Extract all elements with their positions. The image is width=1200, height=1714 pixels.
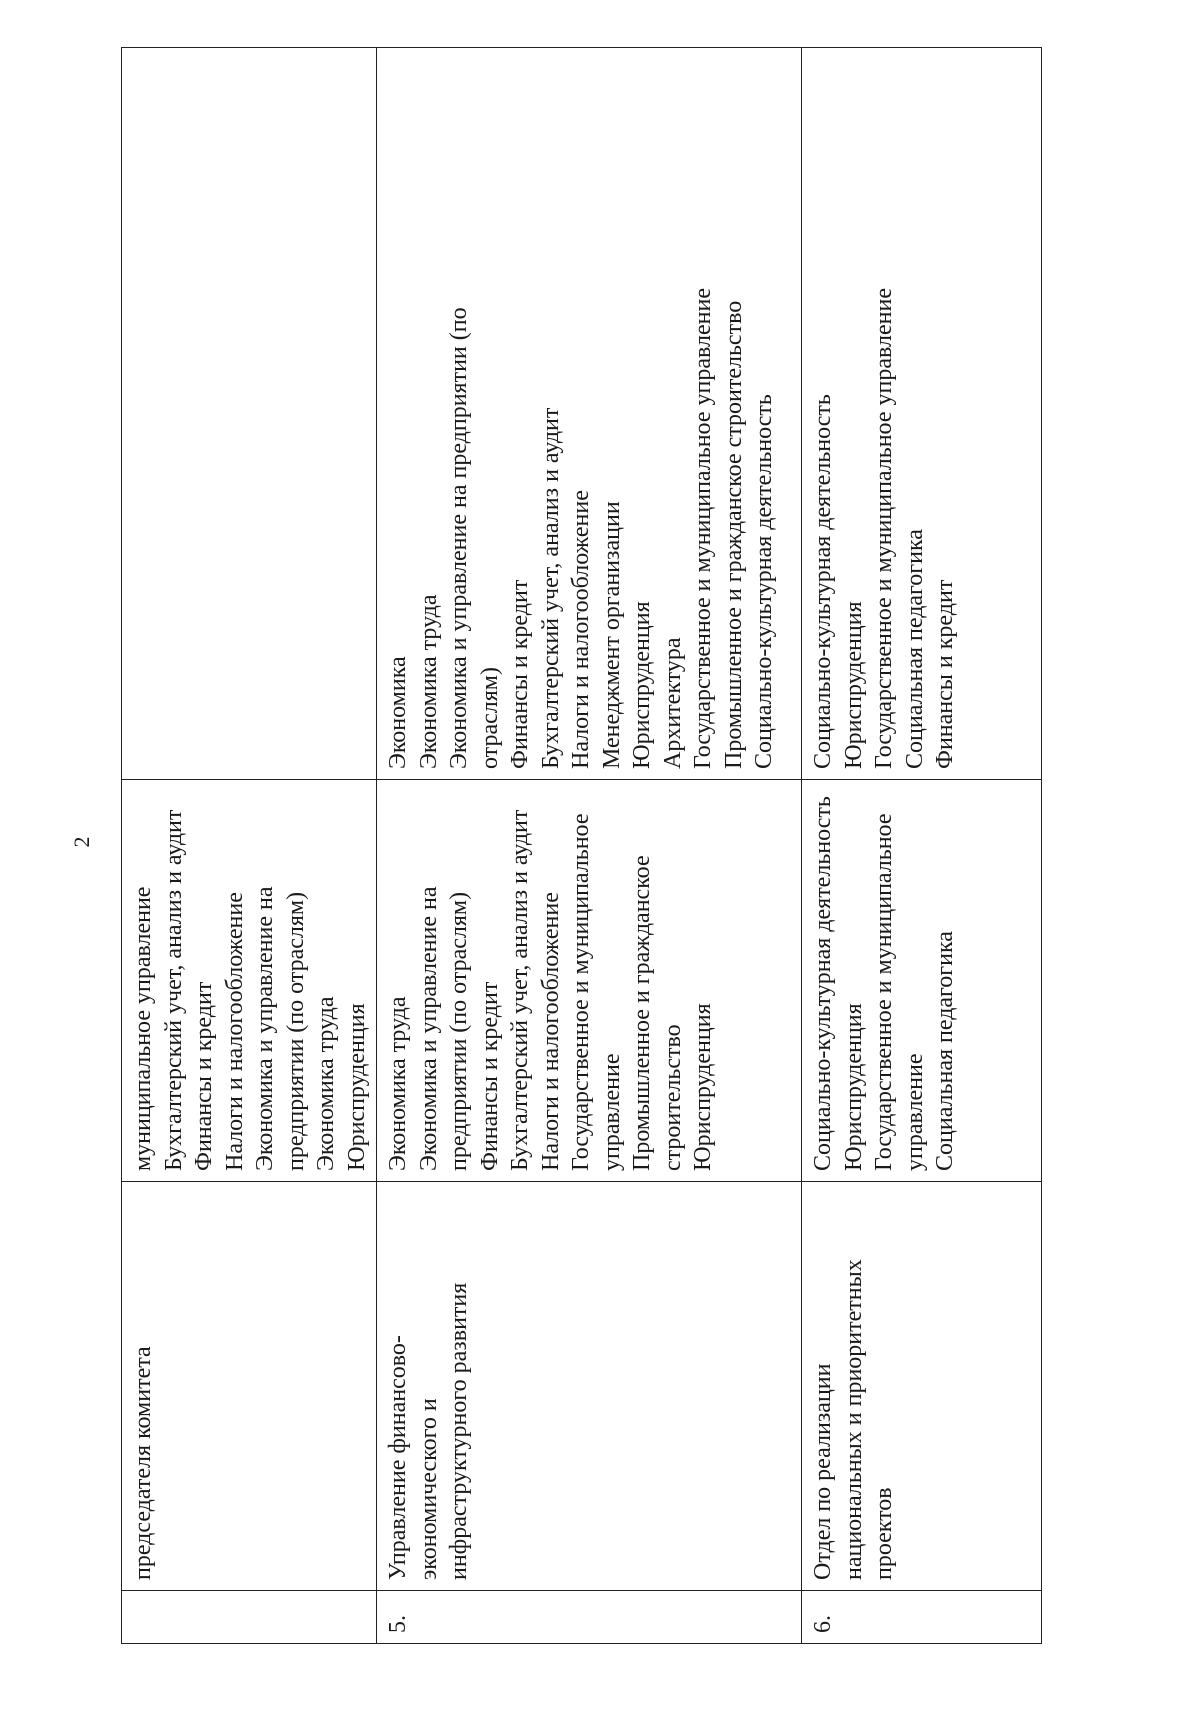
specialty-line: Государственное и муниципальное управление <box>871 288 897 769</box>
specialty-line: Социально-культурная деятельность <box>810 796 836 1171</box>
page-number: 2 <box>69 836 94 848</box>
specialties-cell-secondary <box>377 48 802 780</box>
row-number <box>122 1591 377 1644</box>
specialties-cell-secondary <box>802 48 1042 780</box>
specialty-line: Экономика труда <box>385 996 411 1171</box>
qualification-table <box>121 47 1042 1644</box>
specialty-line: Менеджмент организации <box>598 501 625 769</box>
unit-name-line: инфраструктурного развития <box>446 1282 472 1580</box>
specialty-line: управление <box>901 1053 928 1171</box>
specialty-line: Бухгалтерский учет, анализ и аудит <box>537 407 564 769</box>
specialty-line: строительство <box>659 1024 686 1171</box>
specialty-line: Экономика <box>385 656 411 769</box>
specialty-line: Экономика и управление на предприятии (по <box>446 307 472 769</box>
table-row <box>122 48 377 1644</box>
specialty-line: Государственное и муниципальное <box>871 813 897 1171</box>
unit-name-line: Управление финансово- <box>385 1335 411 1580</box>
specialty-line: Юриспруденция <box>690 1003 716 1171</box>
unit-name-line: экономического и <box>415 1398 442 1580</box>
specialty-line: управление <box>598 1053 625 1171</box>
unit-name-line: председателя комитета <box>130 1346 156 1580</box>
specialty-line: предприятии (по отраслям) <box>446 891 472 1171</box>
specialty-line: Финансы и кредит <box>932 579 958 769</box>
specialty-line: Социальная педагогика <box>901 529 928 769</box>
specialty-line: Юриспруденция <box>840 601 867 769</box>
specialty-line: Бухгалтерский учет, анализ и аудит <box>160 809 187 1171</box>
specialty-line: Социально-культурная деятельность <box>751 394 777 769</box>
specialty-line: Государственное и муниципальное управление <box>690 288 716 769</box>
unit-name-line: проектов <box>871 1487 897 1580</box>
table-row <box>802 48 1042 1644</box>
specialties-cell-secondary <box>122 48 377 780</box>
specialty-line: Экономика и управление на <box>252 886 278 1171</box>
specialties-cell-primary <box>802 780 1042 1182</box>
specialty-line: отраслям) <box>476 667 503 769</box>
specialty-line: Экономика труда <box>415 594 442 769</box>
unit-name-cell <box>802 1182 1042 1591</box>
specialty-line: Финансы и кредит <box>507 579 533 769</box>
unit-name-line: Отдел по реализации <box>810 1363 836 1580</box>
specialty-line: Государственное и муниципальное <box>568 813 594 1171</box>
specialty-line: Финансы и кредит <box>191 981 217 1171</box>
specialty-line: Финансы и кредит <box>476 981 503 1171</box>
specialty-line: муниципальное управление <box>130 886 156 1171</box>
specialty-line: Социально-культурная деятельность <box>810 394 836 769</box>
specialty-line: Промышленное и гражданское строительство <box>720 300 747 769</box>
specialty-line: Социальная педагогика <box>932 931 958 1171</box>
specialty-line: Архитектура <box>659 637 686 769</box>
unit-name-cell <box>377 1182 802 1591</box>
specialty-line: Экономика труда <box>313 996 339 1171</box>
table-row <box>377 48 802 1644</box>
row-number: 6. <box>802 1591 1042 1644</box>
unit-name-cell <box>122 1182 377 1591</box>
specialty-line: Налоги и налогообложение <box>568 490 594 769</box>
specialty-line: Промышленное и гражданское <box>629 855 655 1171</box>
specialty-line: Бухгалтерский учет, анализ и аудит <box>507 809 533 1171</box>
specialty-line: Юриспруденция <box>840 1003 867 1171</box>
specialty-line: предприятии (по отраслям) <box>282 891 309 1171</box>
specialty-line: Налоги и налогообложение <box>221 892 248 1171</box>
rotated-page-content <box>121 48 1031 1644</box>
specialties-cell-primary <box>377 780 802 1182</box>
specialty-line: Экономика и управление на <box>415 886 442 1171</box>
row-number: 5. <box>377 1591 802 1644</box>
specialty-line: Юриспруденция <box>629 601 655 769</box>
specialty-line: Налоги и налогообложение <box>537 892 564 1171</box>
specialties-cell-primary <box>122 780 377 1182</box>
unit-name-line: национальных и приоритетных <box>840 1259 867 1580</box>
specialty-line: Юриспруденция <box>343 1003 370 1171</box>
